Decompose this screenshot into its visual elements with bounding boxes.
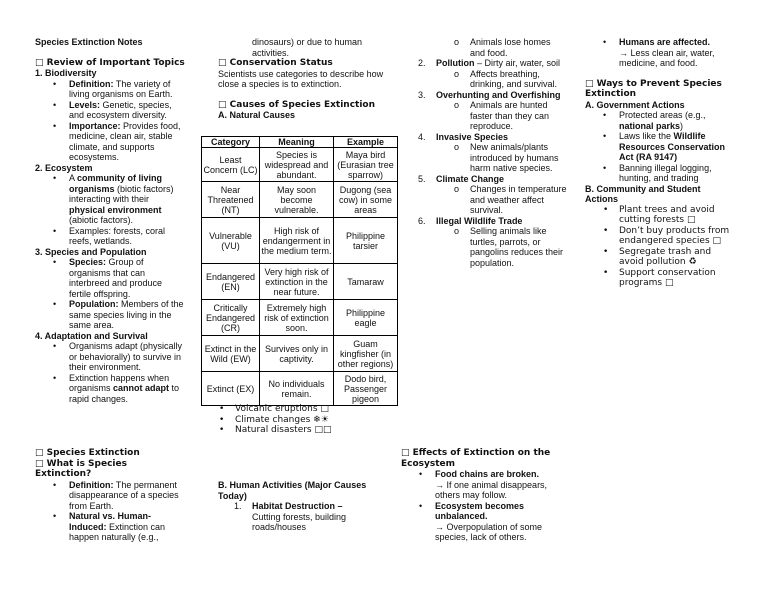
biodiversity-list: [35, 79, 185, 163]
table-row: [202, 336, 398, 372]
table-header: Category: [202, 137, 260, 148]
table-cell: Extinct (EX): [202, 372, 260, 406]
conservation-status-table: [201, 136, 398, 406]
table-cell: Maya bird (Eurasian tree sparrow): [334, 148, 398, 182]
list-item: • Climate changes ❄☀: [201, 415, 381, 426]
table-cell: Critically Endangered (CR): [202, 300, 260, 336]
cause-item: 5. Climate Change: [418, 173, 505, 184]
table-cell: Guam kingfisher (in other regions): [334, 336, 398, 372]
list-item: • Support conservation programs □: [585, 268, 735, 289]
table-cell: Endangered (EN): [202, 264, 260, 300]
government-list: [585, 110, 735, 184]
column-4: [585, 37, 735, 289]
community-list: [585, 205, 735, 289]
conservation-text: Scientists use categories to describe how close a species is to extinction.: [218, 68, 384, 89]
effects-section: [401, 448, 561, 543]
natural-causes-list: [201, 404, 381, 436]
table-cell: Very high risk of extinction in the near future.: [260, 264, 334, 300]
table-row: [202, 300, 398, 336]
ways-heading: □ Ways to Prevent Species Extinction: [585, 78, 722, 99]
list-item: • Extinction happens when organisms cannot adapt to rapid changes.: [35, 373, 185, 405]
table-row: [202, 148, 398, 182]
column-1-bottom: [35, 448, 185, 543]
human-activities-section: [218, 480, 378, 533]
list-item: • Natural vs. Human-Induced: Extinction can happen naturally (e.g.,: [35, 511, 185, 543]
table-cell: Least Concern (LC): [202, 148, 260, 182]
list-item: • Natural disasters □□: [201, 425, 381, 436]
table-cell: May soon become vulnerable.: [260, 182, 334, 218]
table-header: Meaning: [260, 137, 334, 148]
government-heading: A. Government Actions: [585, 99, 685, 110]
list-item: • Definition: The variety of living organisms on Earth.: [35, 79, 185, 100]
table-cell: Tamaraw: [334, 264, 398, 300]
list-item: • Species: Group of organisms that can interbreed and produce fertile offspring.: [35, 257, 185, 299]
list-item: • Levels: Genetic, species, and ecosystem diversity.: [35, 100, 185, 121]
list-item: • Population: Members of the same species living in the same area.: [35, 299, 185, 331]
causes-heading: □ Causes of Species Extinction: [218, 99, 376, 110]
list-item: o New animals/plants introduced by humans harm native species.: [418, 142, 568, 174]
adaptation-list: [35, 341, 185, 404]
list-item: o Selling animals like turtles, parrots, or pangolins reduces their population.: [418, 226, 568, 268]
table-cell: Vulnerable (VU): [202, 218, 260, 264]
table-cell: Dugong (sea cow) in some areas: [334, 182, 398, 218]
table-cell: Philippine eagle: [334, 300, 398, 336]
table-cell: No individuals remain.: [260, 372, 334, 406]
column-2: [218, 37, 393, 121]
list-item: • Protected areas (e.g., national parks): [585, 110, 735, 131]
conservation-heading: □ Conservation Status: [218, 58, 333, 68]
continued-text: dinosaurs) or due to human activities.: [252, 37, 363, 58]
list-item: o Animals lose homes and food.: [418, 37, 568, 58]
what-is-list: [35, 480, 185, 543]
table-row: [202, 372, 398, 406]
list-item: o Animals are hunted faster than they can reproduce.: [418, 100, 568, 132]
cause-item: 6. Illegal Wildlife Trade: [418, 215, 523, 226]
list-item: • A community of living organisms (biotic factors) interacting with their physical environment (abiotic factors).: [35, 173, 185, 226]
cause-item: 1. Habitat Destruction – Cutting forests, building roads/houses: [234, 501, 347, 532]
table-cell: High risk of endangerment in the medium term.: [260, 218, 334, 264]
list-item: • Food chains are broken. → If one animal disappears, others may follow.: [401, 469, 561, 501]
list-item: • Organisms adapt (physically or behaviorally) to survive in their environment.: [35, 341, 185, 373]
column-1: [35, 37, 185, 404]
biodiversity-heading: 1. Biodiversity: [35, 68, 97, 78]
effects-heading: □ Effects of Extinction on the Ecosystem: [401, 448, 551, 469]
column-3: [418, 37, 568, 268]
table-cell: Survives only in captivity.: [260, 336, 334, 372]
list-item: • Laws like the Wildlife Resources Conservation Act (RA 9147): [585, 131, 735, 163]
table-cell: Extremely high risk of extinction soon.: [260, 300, 334, 336]
effects-list: [401, 469, 561, 543]
table-cell: Species is widespread and abundant.: [260, 148, 334, 182]
table-header: Example: [334, 137, 398, 148]
table-cell: Dodo bird, Passenger pigeon: [334, 372, 398, 406]
adaptation-heading: 4. Adaptation and Survival: [35, 330, 148, 341]
list-item: • Volcanic eruptions □: [201, 404, 381, 415]
cause-item: 4. Invasive Species: [418, 131, 509, 142]
table-cell: Extinct in the Wild (EW): [202, 336, 260, 372]
cause-item: 3. Overhunting and Overfishing: [418, 89, 561, 100]
human-activities-heading: B. Human Activities (Major Causes Today): [218, 480, 367, 501]
species-extinction-heading: □ Species Extinction: [35, 448, 140, 458]
ecosystem-heading: 2. Ecosystem: [35, 162, 93, 173]
table-row: [202, 264, 398, 300]
list-item: o Changes in temperature and weather affect survival.: [418, 184, 568, 216]
review-heading: □ Review of Important Topics: [35, 57, 185, 68]
species-population-list: [35, 257, 185, 331]
cause-item: 2. Pollution – Dirty air, water, soil: [418, 58, 561, 68]
table-row: [202, 218, 398, 264]
list-item: • Don’t buy products from endangered species □: [585, 226, 735, 247]
list-item: • Examples: forests, coral reefs, wetlands.: [35, 226, 185, 247]
table-cell: Philippine tarsier: [334, 218, 398, 264]
species-population-heading: 3. Species and Population: [35, 246, 147, 257]
list-item: • Humans are affected. → Less clean air, water, medicine, and food.: [585, 37, 735, 69]
list-item: • Definition: The permanent disappearance of a species from Earth.: [35, 480, 185, 512]
conservation-table-wrap: [201, 136, 398, 406]
list-item: • Segregate trash and avoid pollution ♻: [585, 247, 735, 268]
what-is-heading: □ What is Species Extinction?: [35, 458, 127, 479]
natural-causes-list-wrap: [201, 404, 381, 436]
table-row: [202, 182, 398, 218]
list-item: • Ecosystem becomes unbalanced. → Overpopulation of some species, lack of others.: [401, 501, 561, 543]
document-title: Species Extinction Notes: [35, 37, 143, 47]
community-heading: B. Community and Student Actions: [585, 183, 701, 204]
list-item: • Banning illegal logging, hunting, and trading: [585, 163, 735, 184]
list-item: • Importance: Provides food, medicine, clean air, stable climate, and supports ecosystems.: [35, 121, 185, 163]
natural-causes-heading: A. Natural Causes: [218, 110, 296, 120]
table-cell: Near Threatened (NT): [202, 182, 260, 218]
list-item: o Affects breathing, drinking, and survival.: [418, 69, 568, 90]
ecosystem-list: [35, 173, 185, 247]
list-item: • Plant trees and avoid cutting forests □: [585, 205, 735, 226]
